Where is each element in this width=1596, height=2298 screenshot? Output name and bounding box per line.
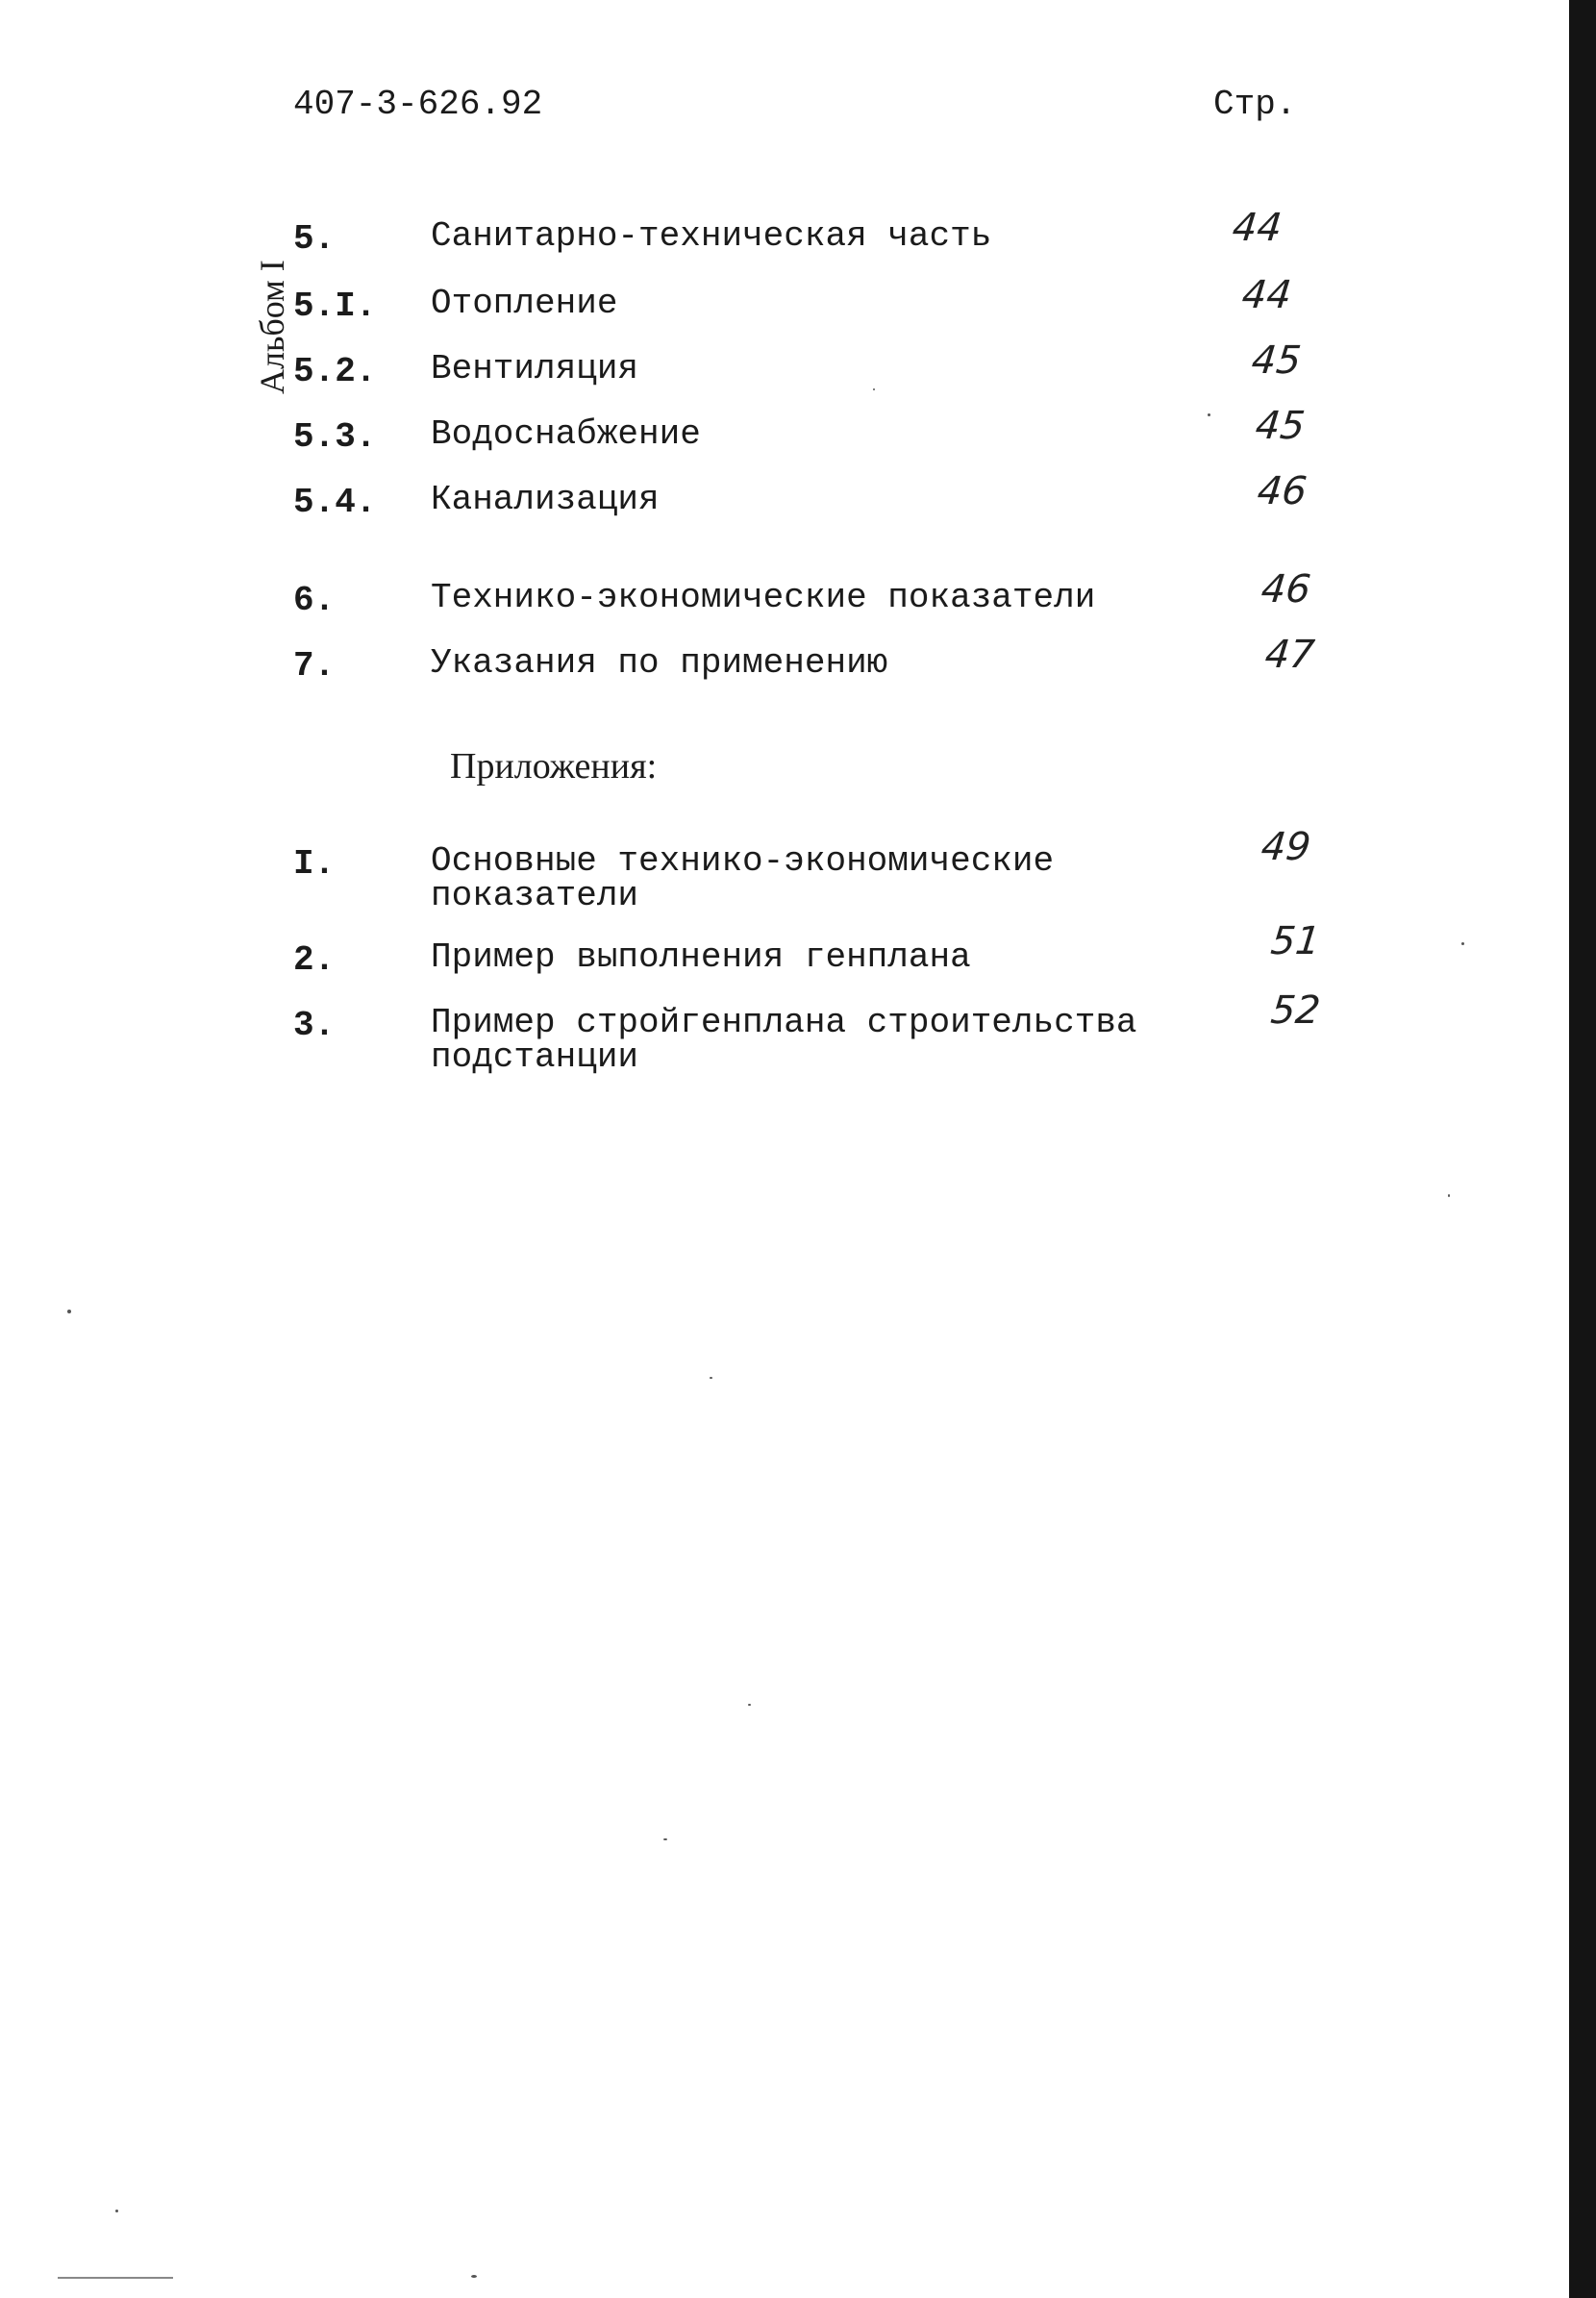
appendix-title: Пример выполнения генплана xyxy=(431,937,971,977)
scan-speck xyxy=(748,1704,751,1706)
toc-page-number: 47 xyxy=(1262,633,1317,677)
toc-title: Водоснабжение xyxy=(431,414,701,454)
appendix-page-number: 49 xyxy=(1259,825,1313,869)
appendix-page-number: 52 xyxy=(1268,988,1323,1033)
toc-number: 5. xyxy=(293,219,336,259)
scan-speck xyxy=(1461,942,1464,945)
toc-page-number: 46 xyxy=(1259,567,1313,612)
appendix-number: 3. xyxy=(293,1006,336,1045)
toc-row xyxy=(0,404,1569,475)
toc-number: 5.3. xyxy=(293,417,377,457)
scan-speck xyxy=(710,1377,712,1379)
appendix-row xyxy=(0,919,1569,998)
toc-row xyxy=(0,206,1569,277)
toc-title: Отопление xyxy=(431,284,618,323)
page-column-header: Стр. xyxy=(1213,85,1297,124)
scan-speck xyxy=(1208,413,1210,416)
toc-row xyxy=(0,567,1569,638)
toc-number: 6. xyxy=(293,581,336,620)
appendix-page-number: 51 xyxy=(1268,919,1323,963)
appendix-title: Основные технико-экономические показатели xyxy=(431,841,1055,915)
scan-border xyxy=(1569,0,1596,2298)
document-code: 407-3-626.92 xyxy=(293,85,543,124)
toc-number: 7. xyxy=(293,646,336,686)
appendix-title: Пример стройгенплана строительства подстанции xyxy=(431,1003,1137,1077)
scan-speck xyxy=(471,2275,477,2278)
toc-page-number: 45 xyxy=(1249,338,1304,383)
appendix-heading: Приложения: xyxy=(450,746,658,787)
album-label: Альбом I xyxy=(253,260,291,394)
toc-title: Канализация xyxy=(431,480,660,519)
toc-number: 5.2. xyxy=(293,352,377,391)
toc-row xyxy=(0,469,1569,540)
toc-title: Технико-экономические показатели xyxy=(431,578,1096,617)
toc-number: 5.4. xyxy=(293,483,377,522)
scan-speck xyxy=(663,1838,667,1840)
scan-speck xyxy=(873,388,875,390)
toc-title: Вентиляция xyxy=(431,349,639,388)
toc-page-number: 46 xyxy=(1255,469,1309,513)
toc-title: Указания по применению xyxy=(431,643,888,683)
scan-speck xyxy=(115,2210,118,2212)
toc-page-number: 44 xyxy=(1230,206,1284,250)
toc-row xyxy=(0,338,1569,410)
scan-edge-mark xyxy=(58,2277,173,2279)
toc-title: Санитарно-техническая часть xyxy=(431,216,992,256)
toc-page-number: 44 xyxy=(1239,273,1294,317)
appendix-number: 2. xyxy=(293,940,336,980)
appendix-row xyxy=(0,988,1569,1083)
scan-speck xyxy=(1448,1194,1450,1197)
scan-speck xyxy=(67,1310,71,1313)
toc-row xyxy=(0,633,1569,704)
appendix-row xyxy=(0,825,1569,921)
toc-number: 5.I. xyxy=(293,287,377,326)
appendix-number: I. xyxy=(293,844,336,884)
toc-page-number: 45 xyxy=(1253,404,1308,448)
